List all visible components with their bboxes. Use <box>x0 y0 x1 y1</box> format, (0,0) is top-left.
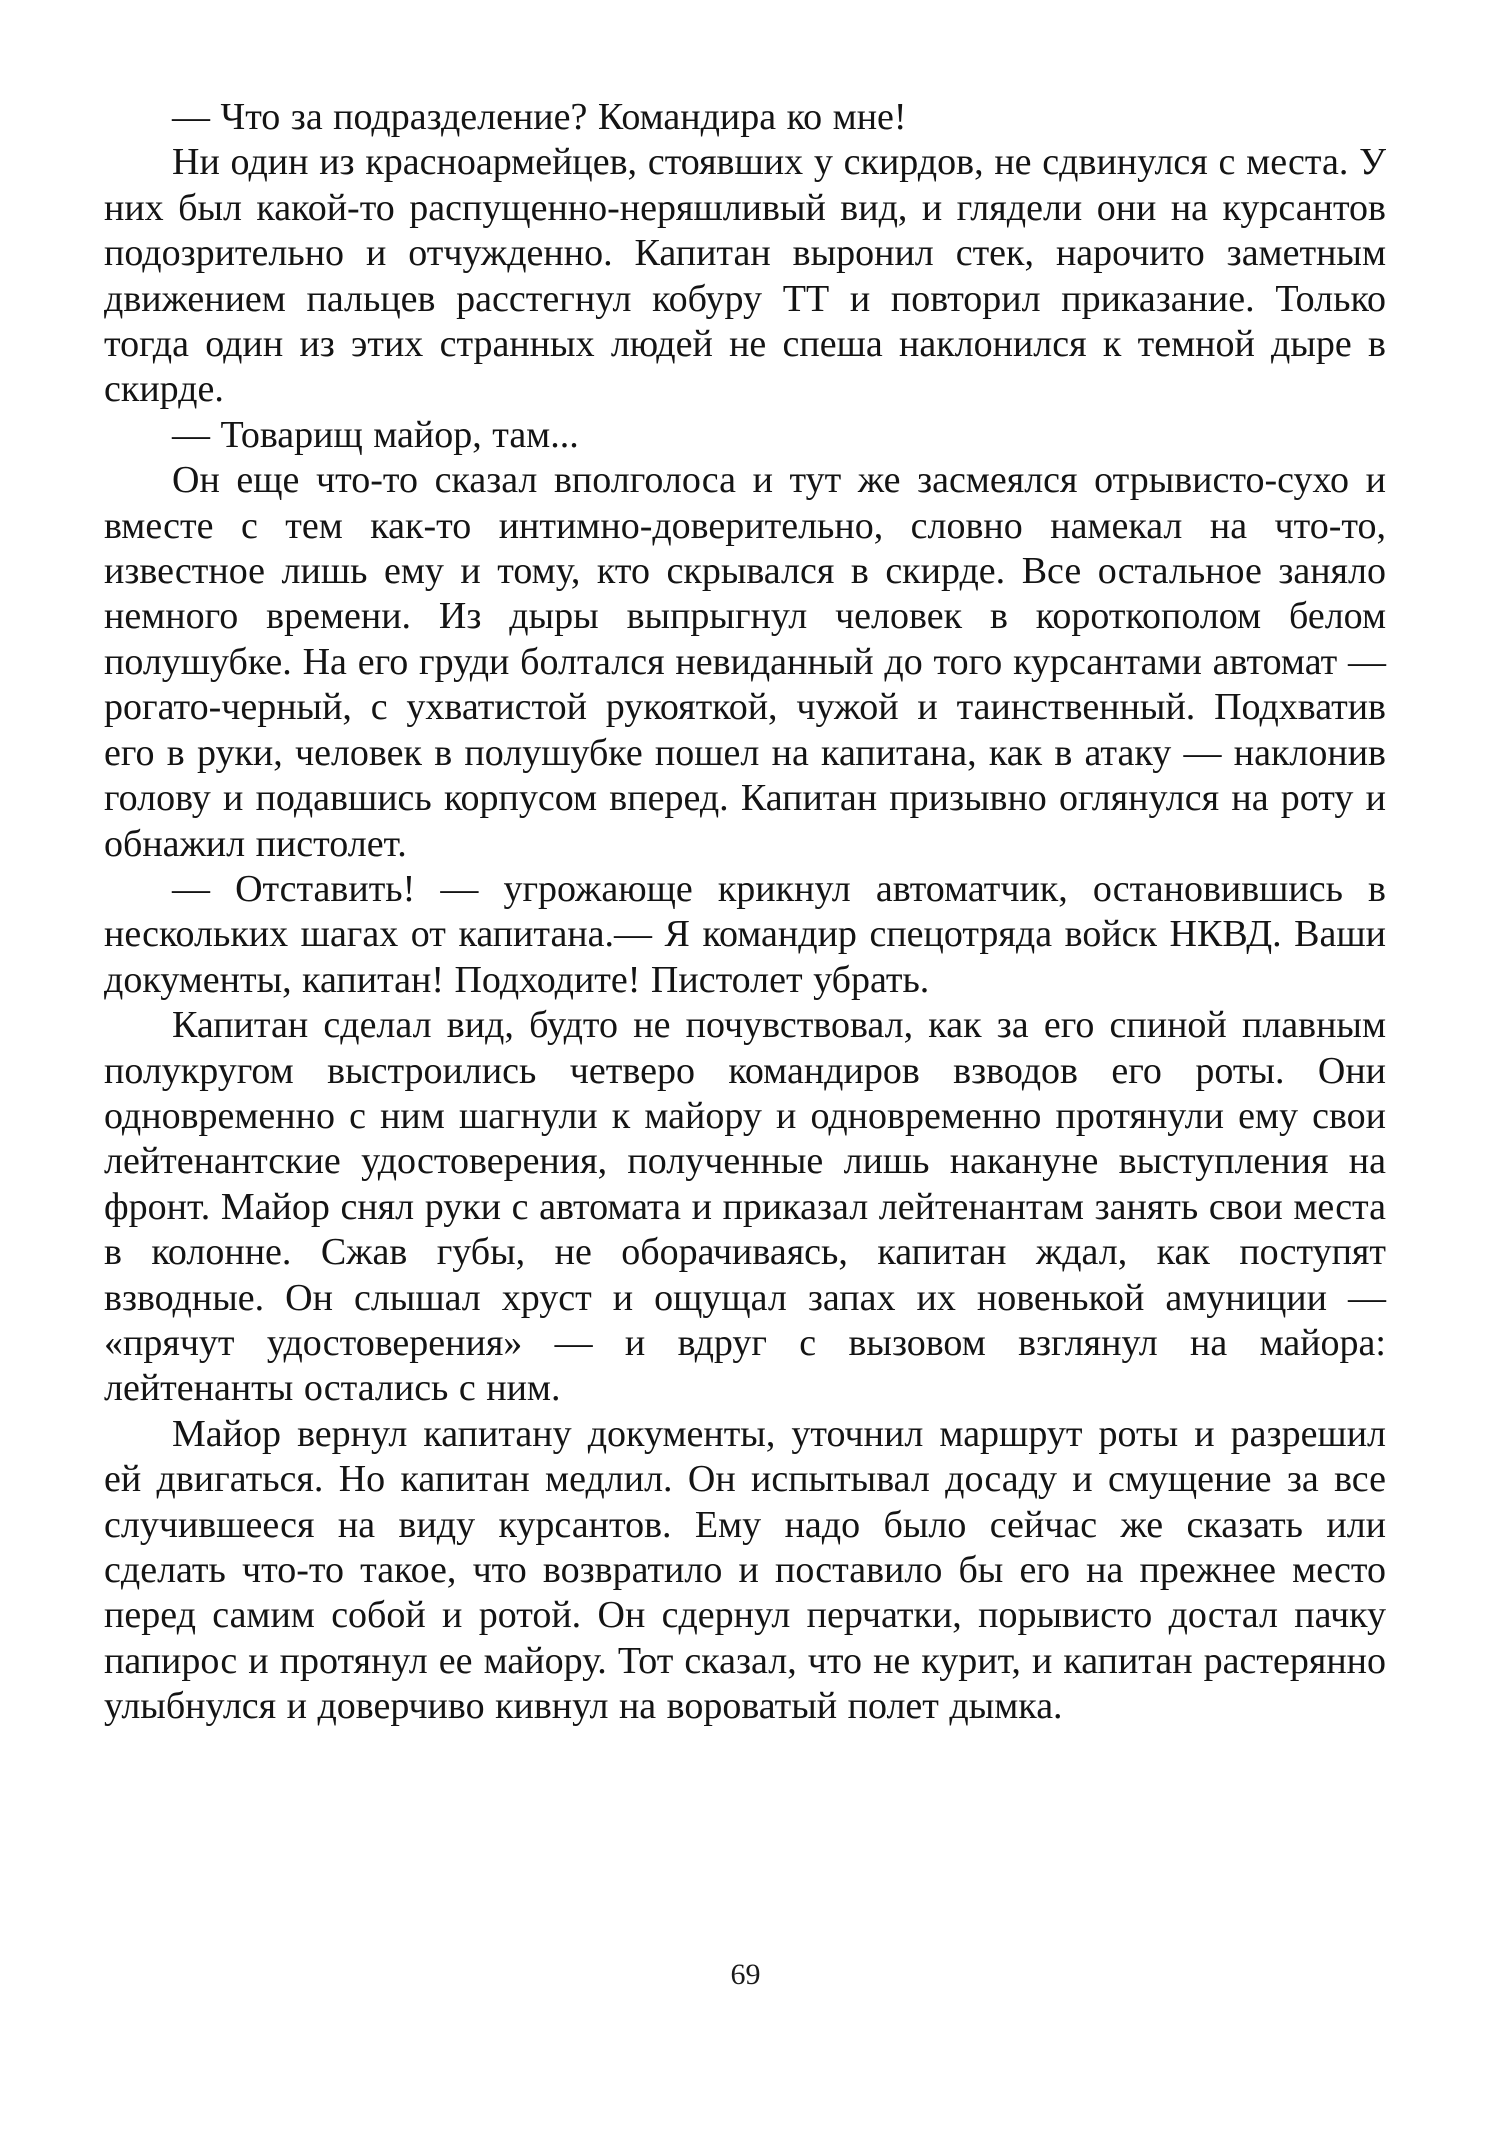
paragraph-4: Он еще что-то сказал вполголоса и тут же засмеялся отрывисто-сухо и вместе с тем как-то интимно-доверительно, словно намекал на что-то, известное лишь ему и тому, кто скрывался в скирде. Все остальное заняло немного времени. Из дыры выпрыгнул человек в короткополом белом полушубке. На его груди болтался невиданный до того курсантами автомат — рогато-черный, с ухватистой рукояткой, чужой и таинственный. Подхватив его в руки, человек в полушубке пошел на капитана, как в атаку — наклонив голову и подавшись корпусом вперед. Капитан призывно оглянулся на роту и обнажил пистолет. <box>104 459 1386 865</box>
paragraph-3: — Товарищ майор, там... <box>172 413 579 456</box>
paragraph-5: — Отставить! — угрожающе крикнул автоматчик, остановившись в нескольких шагах от капитана.— Я командир спецотряда войск НКВД. Ваши документы, капитан! Подходите! Пистолет убрать. <box>104 867 1386 1001</box>
page-number: 69 <box>730 1958 761 1991</box>
paragraph-1: — Что за подразделение? Командира ко мне! <box>172 96 907 138</box>
paragraph-2: Ни один из красноармейцев, стоявших у скирдов, не сдвинулся с места. У них был какой-то распущенно-неряшливый вид, и глядели они на курсантов подозрительно и отчужденно. Капитан выронил стек, нарочито заметным движением пальцев расстегнул кобуру ТТ и повторил приказание. Только тогда один из этих странных людей не спеша наклонился к темной дыре в скирде. <box>104 141 1386 411</box>
body-text <box>104 95 1386 1730</box>
paragraph-7: Майор вернул капитану документы, уточнил маршрут роты и разрешил ей двигаться. Но капитан медлил. Он испытывал досаду и смущение за все случившееся на виду курсантов. Ему надо было сейчас же сказать или сделать что-то такое, что возвратило и поставило бы его на прежнее место перед самим собой и ротой. Он сдернул перчатки, порывисто достал пачку папирос и протянул ее майору. Тот сказал, что не курит, и капитан растерянно улыбнулся и доверчиво кивнул на вороватый полет дымка. <box>104 1412 1386 1728</box>
paragraph-6: Капитан сделал вид, будто не почувствовал, как за его спиной плавным полукругом выстроились четверо командиров взводов его роты. Они одновременно с ним шагнули к майору и одновременно протянули ему свои лейтенантские удостоверения, полученные лишь накануне выступления на фронт. Майор снял руки с автомата и приказал лейтенантам занять свои места в колонне. Сжав губы, не оборачиваясь, капитан ждал, как поступят взводные. Он слышал хруст и ощущал запах их новенькой амуниции — «прячут удостоверения» — и вдруг с вызовом взглянул на майора: лейтенанты остались с ним. <box>104 1004 1386 1410</box>
